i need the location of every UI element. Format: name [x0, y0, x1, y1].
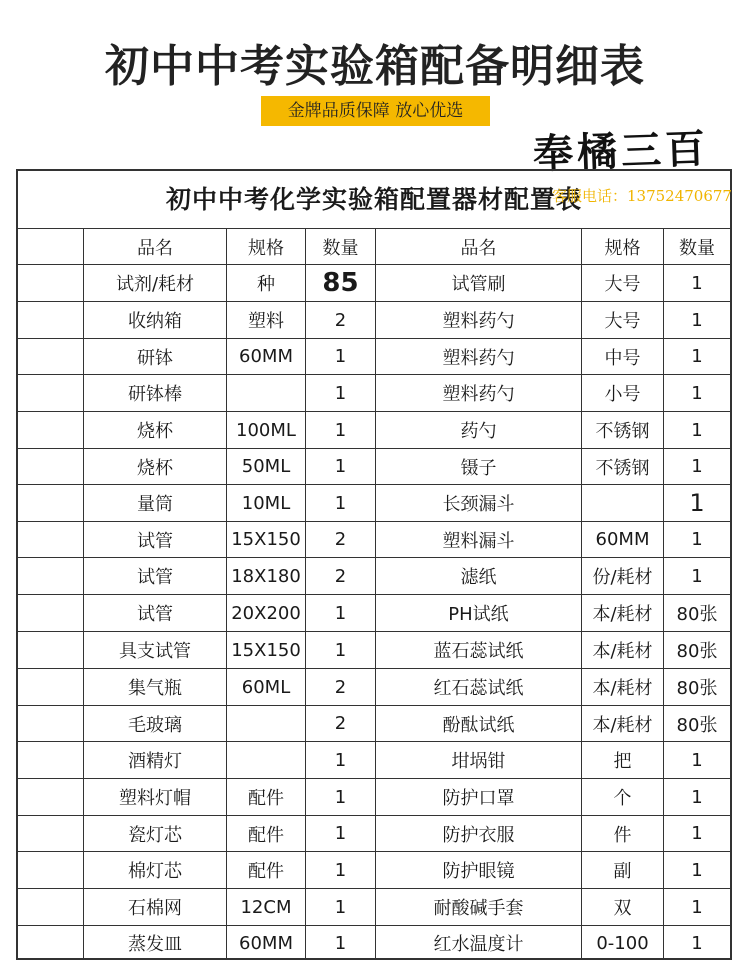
cell-left-qty: 1	[305, 595, 375, 631]
row-blank-cell	[18, 669, 83, 705]
cell-left-name: 瓷灯芯	[83, 816, 226, 851]
table-row	[18, 412, 730, 449]
row-blank-cell	[18, 706, 83, 741]
calligraphy-signature: 奉橘三百	[532, 124, 710, 179]
row-blank-cell	[18, 558, 83, 594]
hotline-watermark: 客服电话：13752470677	[552, 187, 732, 205]
table-row	[18, 816, 730, 852]
cell-left-qty: 2	[305, 558, 375, 594]
cell-left-qty: 1	[305, 339, 375, 374]
cell-right-qty: 1	[663, 926, 730, 960]
cell-right-name: 坩埚钳	[375, 742, 581, 778]
cell-left-spec: 12CM	[226, 889, 305, 925]
cell-right-qty: 1	[663, 889, 730, 925]
table-row	[18, 779, 730, 816]
cell-left-name: 石棉网	[83, 889, 226, 925]
row-blank-cell	[18, 889, 83, 925]
cell-left-name: 具支试管	[83, 632, 226, 668]
page-title: 初中中考实验箱配备明细表	[105, 41, 645, 92]
row-blank-cell	[18, 522, 83, 557]
cell-right-spec: 不锈钢	[581, 449, 663, 484]
cell-left-name: 棉灯芯	[83, 852, 226, 888]
cell-left-name: 烧杯	[83, 412, 226, 448]
cell-right-name: 塑料药勺	[375, 375, 581, 411]
cell-left-spec: 10ML	[226, 485, 305, 521]
table-row	[18, 706, 730, 742]
cell-right-spec: 0-100	[581, 926, 663, 960]
cell-left-qty: 2	[305, 522, 375, 557]
table-row	[18, 595, 730, 632]
cell-left-name: 集气瓶	[83, 669, 226, 705]
cell-left-spec: 种	[226, 265, 305, 301]
cell-right-spec: 不锈钢	[581, 412, 663, 448]
row-blank-cell	[18, 375, 83, 411]
table-row	[18, 485, 730, 522]
table-row	[18, 669, 730, 706]
cell-right-qty: 1	[663, 265, 730, 301]
row-blank-cell	[18, 852, 83, 888]
cell-left-qty: 1	[305, 779, 375, 815]
row-blank-cell	[18, 632, 83, 668]
cell-right-name: 长颈漏斗	[375, 485, 581, 521]
quality-badge: 金牌品质保障 放心优选	[261, 96, 490, 126]
cell-right-name: 红石蕊试纸	[375, 669, 581, 705]
cell-left-name: 试剂/耗材	[83, 265, 226, 301]
table-row	[18, 265, 730, 302]
cell-right-spec: 副	[581, 852, 663, 888]
cell-right-spec: 件	[581, 816, 663, 851]
row-blank-cell	[18, 595, 83, 631]
cell-right-qty: 1	[663, 558, 730, 594]
row-blank-cell	[18, 339, 83, 374]
cell-right-spec: 本/耗材	[581, 632, 663, 668]
cell-left-name: 试管	[83, 558, 226, 594]
cell-left-name: 酒精灯	[83, 742, 226, 778]
table-row	[18, 339, 730, 375]
cell-right-name: 酚酞试纸	[375, 706, 581, 741]
row-blank-cell	[18, 229, 83, 264]
cell-right-name: 药勺	[375, 412, 581, 448]
cell-right-spec: 把	[581, 742, 663, 778]
cell-right-spec: 份/耗材	[581, 558, 663, 594]
cell-right-qty: 1	[663, 375, 730, 411]
cell-right-name: 耐酸碱手套	[375, 889, 581, 925]
table-row	[18, 742, 730, 779]
cell-left-qty: 2	[305, 706, 375, 741]
cell-right-name: 防护眼镜	[375, 852, 581, 888]
row-blank-cell	[18, 742, 83, 778]
cell-left-qty: 1	[305, 375, 375, 411]
cell-left-qty: 1	[305, 816, 375, 851]
cell-left-qty: 1	[305, 926, 375, 960]
cell-left-spec: 60ML	[226, 669, 305, 705]
cell-left-spec	[226, 742, 305, 778]
row-blank-cell	[18, 779, 83, 815]
table-header-row	[18, 229, 730, 265]
cell-left-spec: 配件	[226, 852, 305, 888]
cell-right-spec: 个	[581, 779, 663, 815]
table-row	[18, 558, 730, 595]
cell-right-name: 红水温度计	[375, 926, 581, 960]
table-row	[18, 522, 730, 558]
cell-right-spec: 大号	[581, 302, 663, 338]
cell-right-name: PH试纸	[375, 595, 581, 631]
cell-left-qty: 1	[305, 852, 375, 888]
cell-left-qty: 1	[305, 412, 375, 448]
cell-right-spec: 本/耗材	[581, 669, 663, 705]
cell-left-name: 塑料灯帽	[83, 779, 226, 815]
cell-right-qty: 1	[663, 302, 730, 338]
cell-left-spec: 60MM	[226, 926, 305, 960]
cell-left-spec: 15X150	[226, 522, 305, 557]
header-right-name: 品名	[375, 229, 581, 264]
table-row	[18, 449, 730, 485]
table-row	[18, 302, 730, 339]
cell-right-name: 塑料药勺	[375, 339, 581, 374]
cell-right-qty: 1	[663, 485, 730, 521]
cell-right-qty: 1	[663, 816, 730, 851]
cell-left-name: 量筒	[83, 485, 226, 521]
cell-right-name: 塑料漏斗	[375, 522, 581, 557]
cell-right-qty: 80张	[663, 669, 730, 705]
cell-right-qty: 1	[663, 742, 730, 778]
cell-left-name: 蒸发皿	[83, 926, 226, 960]
row-blank-cell	[18, 449, 83, 484]
cell-left-qty: 1	[305, 485, 375, 521]
cell-right-spec: 双	[581, 889, 663, 925]
cell-left-spec: 20X200	[226, 595, 305, 631]
cell-left-name: 试管	[83, 522, 226, 557]
cell-left-qty: 85	[305, 265, 375, 301]
cell-left-qty: 1	[305, 449, 375, 484]
cell-left-name: 研钵	[83, 339, 226, 374]
table-row	[18, 926, 730, 960]
cell-right-name: 塑料药勺	[375, 302, 581, 338]
cell-left-spec	[226, 375, 305, 411]
row-blank-cell	[18, 412, 83, 448]
cell-right-spec	[581, 485, 663, 521]
cell-right-spec: 60MM	[581, 522, 663, 557]
row-blank-cell	[18, 302, 83, 338]
table-title: 初中中考化学实验箱配置器材配置表	[18, 171, 730, 229]
cell-right-spec: 小号	[581, 375, 663, 411]
header-right-qty: 数量	[663, 229, 730, 264]
cell-right-spec: 本/耗材	[581, 595, 663, 631]
cell-right-qty: 1	[663, 449, 730, 484]
cell-right-qty: 80张	[663, 632, 730, 668]
table-row	[18, 852, 730, 889]
cell-left-name: 烧杯	[83, 449, 226, 484]
cell-left-spec: 15X150	[226, 632, 305, 668]
cell-left-spec: 18X180	[226, 558, 305, 594]
row-blank-cell	[18, 265, 83, 301]
cell-left-spec: 60MM	[226, 339, 305, 374]
cell-right-name: 试管刷	[375, 265, 581, 301]
cell-right-name: 防护衣服	[375, 816, 581, 851]
cell-right-qty: 1	[663, 852, 730, 888]
cell-left-name: 试管	[83, 595, 226, 631]
cell-left-spec: 配件	[226, 816, 305, 851]
cell-right-qty: 80张	[663, 706, 730, 741]
cell-right-spec: 中号	[581, 339, 663, 374]
cell-right-qty: 1	[663, 412, 730, 448]
cell-left-qty: 1	[305, 632, 375, 668]
table-row	[18, 632, 730, 669]
cell-right-name: 镊子	[375, 449, 581, 484]
row-blank-cell	[18, 926, 83, 960]
cell-left-spec: 塑料	[226, 302, 305, 338]
row-blank-cell	[18, 816, 83, 851]
header-right-spec: 规格	[581, 229, 663, 264]
header-left-qty: 数量	[305, 229, 375, 264]
cell-left-name: 研钵棒	[83, 375, 226, 411]
table-row	[18, 375, 730, 412]
header-left-spec: 规格	[226, 229, 305, 264]
cell-left-qty: 2	[305, 302, 375, 338]
cell-left-spec: 100ML	[226, 412, 305, 448]
cell-right-qty: 1	[663, 339, 730, 374]
cell-left-qty: 1	[305, 889, 375, 925]
cell-right-spec: 本/耗材	[581, 706, 663, 741]
cell-left-qty: 2	[305, 669, 375, 705]
cell-left-name: 毛玻璃	[83, 706, 226, 741]
row-blank-cell	[18, 485, 83, 521]
cell-left-name: 收纳箱	[83, 302, 226, 338]
header-left-name: 品名	[83, 229, 226, 264]
cell-right-qty: 1	[663, 522, 730, 557]
cell-right-name: 蓝石蕊试纸	[375, 632, 581, 668]
cell-right-name: 防护口罩	[375, 779, 581, 815]
cell-right-qty: 1	[663, 779, 730, 815]
cell-left-spec	[226, 706, 305, 741]
cell-right-spec: 大号	[581, 265, 663, 301]
cell-right-name: 滤纸	[375, 558, 581, 594]
cell-left-qty: 1	[305, 742, 375, 778]
cell-right-qty: 80张	[663, 595, 730, 631]
cell-left-spec: 50ML	[226, 449, 305, 484]
table-row	[18, 889, 730, 926]
cell-left-spec: 配件	[226, 779, 305, 815]
